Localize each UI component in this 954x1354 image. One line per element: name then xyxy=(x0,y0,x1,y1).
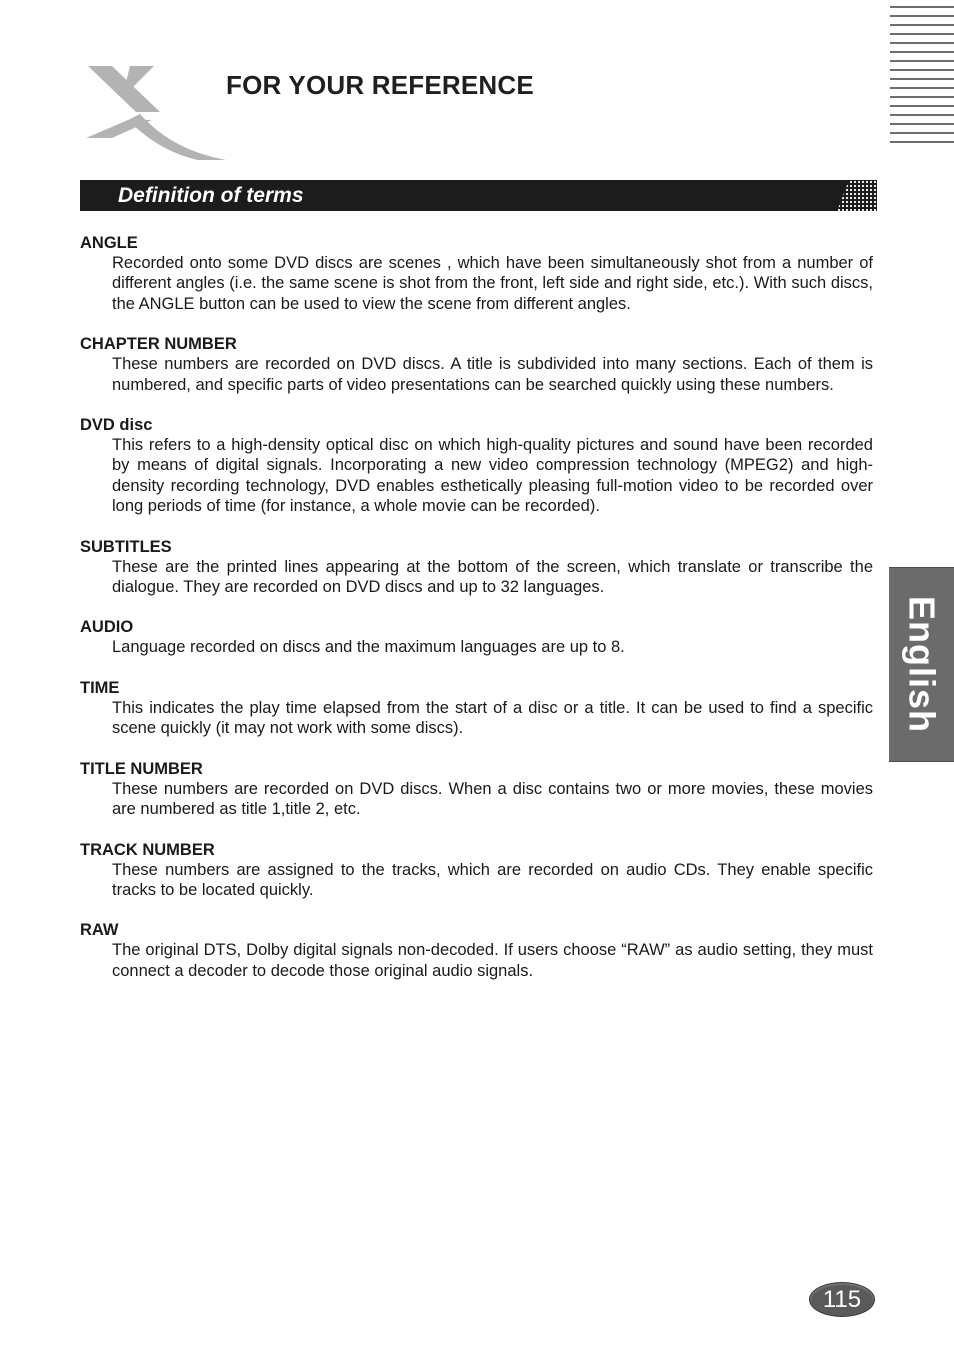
x-brand-logo-icon xyxy=(80,62,230,162)
term-definition: These numbers are assigned to the tracks, which are recorded on audio CDs. They enable specific tracks to be located quickly. xyxy=(112,860,873,899)
page-number: 115 xyxy=(809,1282,875,1317)
section-header-bar xyxy=(80,180,877,211)
section-title: Definition of terms xyxy=(118,184,304,207)
language-tab xyxy=(889,567,954,762)
term-definition: These numbers are recorded on DVD discs. When a disc contains two or more movies, these movies are numbered as title 1,title 2, etc. xyxy=(112,779,873,819)
term-item xyxy=(80,759,873,820)
term-item xyxy=(80,920,873,981)
terms-list xyxy=(80,233,873,1001)
language-label: English xyxy=(901,595,943,733)
term-name: TIME xyxy=(80,678,120,697)
halftone-pattern xyxy=(837,180,877,211)
term-name: TRACK NUMBER xyxy=(80,840,215,859)
term-definition: This indicates the play time elapsed from the start of a disc or a title. It can be used to find a specific scene quickly (it may not work with some discs). xyxy=(112,698,873,738)
term-name: AUDIO xyxy=(80,618,134,637)
page-title: FOR YOUR REFERENCE xyxy=(226,70,534,100)
term-name: DVD disc xyxy=(80,416,153,435)
term-name: RAW xyxy=(80,921,119,940)
term-definition: This refers to a high-density optical disc on which high-quality pictures and sound have been recorded by means of digital signals. Incorporating a new video compression technology (MPEG2) and high-density recording technology, DVD enables esthetically pleasing full-motion video to be recorded over long periods of time (for instance, a whole movie can be recorded). xyxy=(112,436,873,516)
term-item xyxy=(80,840,873,901)
term-name: CHAPTER NUMBER xyxy=(80,335,237,354)
decorative-stripes xyxy=(890,6,954,150)
term-name: SUBTITLES xyxy=(80,537,172,556)
term-definition: These numbers are recorded on DVD discs. A title is subdivided into many sections. Each of them is numbered, and specific parts of video presentations can be searched quickly using these numbers. xyxy=(112,355,873,394)
term-definition: Language recorded on discs and the maximum languages are up to 8. xyxy=(112,638,625,657)
term-item xyxy=(80,334,873,395)
term-item xyxy=(80,415,873,517)
term-item xyxy=(80,678,873,739)
term-item xyxy=(80,233,873,314)
term-definition: Recorded onto some DVD discs are scenes , which have been simultaneously shot from a number of different angles (i.e. the same scene is shot from the front, left side and right side, etc.). With such discs, the ANGLE button can be used to view the scene from different angles. xyxy=(112,254,873,313)
term-name: ANGLE xyxy=(80,234,138,252)
term-item xyxy=(80,617,873,657)
term-name: TITLE NUMBER xyxy=(80,759,203,778)
term-definition: The original DTS, Dolby digital signals non-decoded. If users choose “RAW” as audio setting, they must connect a decoder to decode those original audio signals. xyxy=(112,941,873,980)
term-definition: These are the printed lines appearing at the bottom of the screen, which translate or transcribe the dialogue. They are recorded on DVD discs and up to 32 languages. xyxy=(112,557,873,597)
term-item xyxy=(80,537,873,598)
